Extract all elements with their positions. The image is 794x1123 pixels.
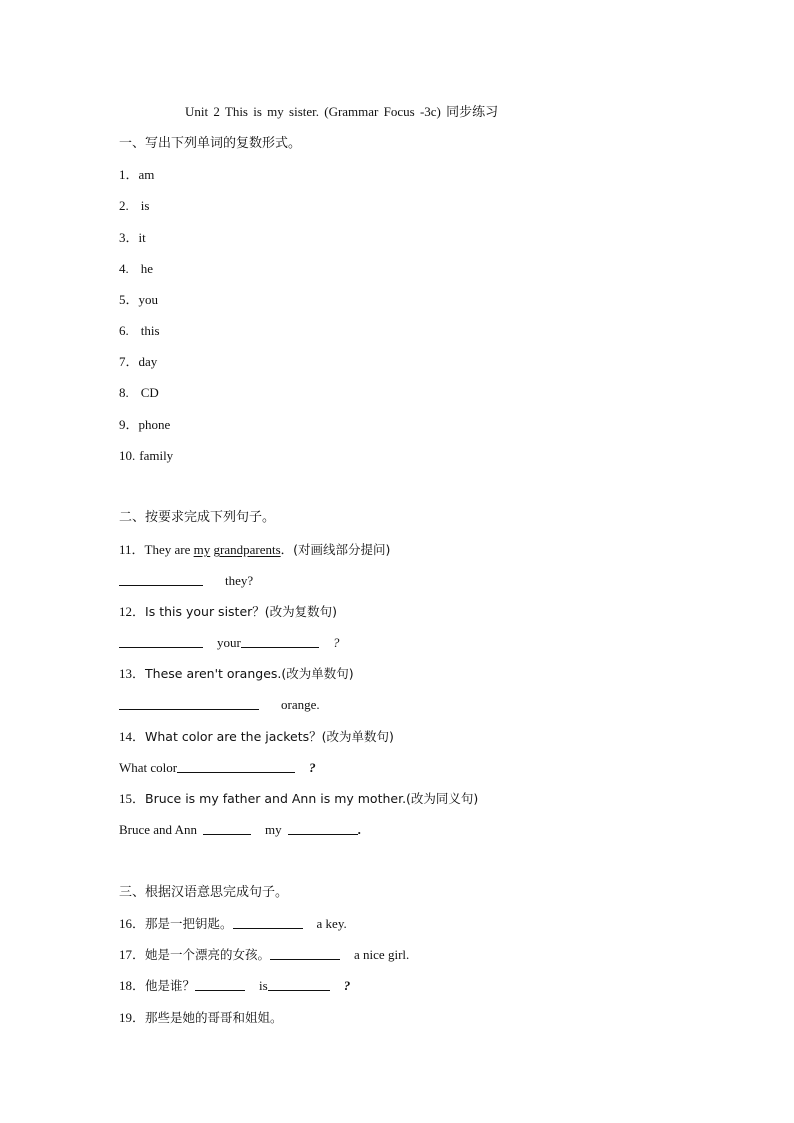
section2-heading: 二、按要求完成下列句子。 [119, 510, 276, 525]
question-18 [119, 978, 350, 994]
answer-blank[interactable] [270, 947, 340, 960]
list-item [119, 354, 157, 370]
list-item [119, 323, 160, 339]
answer-13 [119, 697, 320, 713]
item-number: 1． [119, 167, 139, 182]
item-number: 3． [119, 230, 139, 245]
answer-blank[interactable] [119, 635, 203, 648]
question-19 [119, 1010, 283, 1026]
question-number: 16． [119, 916, 146, 931]
list-item [119, 198, 149, 214]
question-number: 15． [119, 791, 146, 806]
item-word: it [138, 230, 146, 245]
page-title: Unit 2 This is my sister. (Grammar Focus -3c) 同步练习 [185, 104, 499, 119]
question-instruction: ．(对画线部分提问) [280, 542, 391, 557]
answer-punct: . [357, 822, 361, 837]
list-item [119, 261, 153, 277]
answer-15 [119, 822, 361, 838]
list-item [119, 230, 146, 246]
list-item [119, 417, 170, 433]
underlined-word: my [193, 542, 211, 557]
answer-blank[interactable] [233, 916, 303, 929]
answer-text: Bruce and Ann [119, 822, 197, 837]
item-word: is [140, 198, 150, 213]
answer-14 [119, 760, 316, 776]
answer-11 [119, 573, 253, 589]
question-chinese: 那是一把钥匙。 [145, 916, 233, 931]
question-11 [119, 542, 390, 558]
question-text: These aren't oranges.(改为单数句) [145, 666, 354, 681]
answer-text: my [264, 822, 282, 837]
underlined-word: grandparents [213, 542, 281, 557]
answer-blank[interactable] [241, 635, 319, 648]
item-number: 2. [119, 198, 129, 213]
question-12 [119, 604, 337, 620]
question-number: 14． [119, 729, 146, 744]
question-number: 19． [119, 1010, 146, 1025]
item-number: 8. [119, 385, 129, 400]
list-item [119, 167, 154, 183]
item-word: he [140, 261, 154, 276]
answer-blank[interactable] [119, 573, 203, 586]
question-number: 12． [119, 604, 146, 619]
answer-blank[interactable] [268, 978, 330, 991]
answer-punct: ? [309, 760, 316, 775]
item-number: 9． [119, 417, 139, 432]
answer-blank[interactable] [203, 822, 251, 835]
question-17 [119, 947, 409, 963]
answer-punct: ? [332, 635, 340, 650]
answer-text: is [259, 978, 268, 993]
list-item [119, 292, 158, 308]
question-14 [119, 729, 394, 745]
question-text: Is this your sister？(改为复数句) [145, 604, 338, 619]
question-chinese: 那些是她的哥哥和姐姐。 [145, 1010, 283, 1025]
question-number: 18． [119, 978, 146, 993]
answer-punct: ? [343, 978, 351, 993]
answer-blank[interactable] [195, 978, 245, 991]
item-word: family [139, 448, 174, 463]
question-16 [119, 916, 347, 932]
question-13 [119, 666, 354, 682]
item-number: 4. [119, 261, 129, 276]
item-word: phone [138, 417, 171, 432]
question-text: Bruce is my father and Ann is my mother.(改为同义句) [145, 791, 479, 806]
answer-12 [119, 635, 339, 651]
item-word: CD [140, 385, 159, 400]
item-word: you [138, 292, 159, 307]
list-item [119, 385, 159, 401]
section3-heading: 三、根据汉语意思完成句子。 [119, 885, 289, 900]
list-item [119, 448, 173, 464]
question-text: They are [144, 542, 194, 557]
section1-heading: 一、写出下列单词的复数形式。 [119, 136, 302, 151]
question-chinese: 她是一个漂亮的女孩。 [145, 947, 271, 962]
item-number: 7． [119, 354, 139, 369]
answer-text: What color [119, 760, 178, 775]
item-number: 5． [119, 292, 139, 307]
item-word: day [138, 354, 158, 369]
answer-text: a key. [316, 916, 347, 931]
question-number: 13． [119, 666, 146, 681]
answer-text: a nice girl. [354, 947, 410, 962]
item-number: 6. [119, 323, 129, 338]
answer-text: your [217, 635, 241, 650]
answer-blank[interactable] [119, 697, 259, 710]
question-15 [119, 791, 478, 807]
answer-text: orange. [281, 697, 320, 712]
item-word: am [138, 167, 155, 182]
answer-blank[interactable] [288, 822, 358, 835]
item-word: this [140, 323, 160, 338]
answer-blank[interactable] [177, 760, 295, 773]
question-number: 11． [119, 542, 145, 557]
answer-text: they? [225, 573, 254, 588]
question-number: 17． [119, 947, 146, 962]
question-text: What color are the jackets？(改为单数句) [145, 729, 394, 744]
item-number: 10. [119, 448, 136, 463]
question-chinese: 他是谁？ [145, 978, 196, 993]
